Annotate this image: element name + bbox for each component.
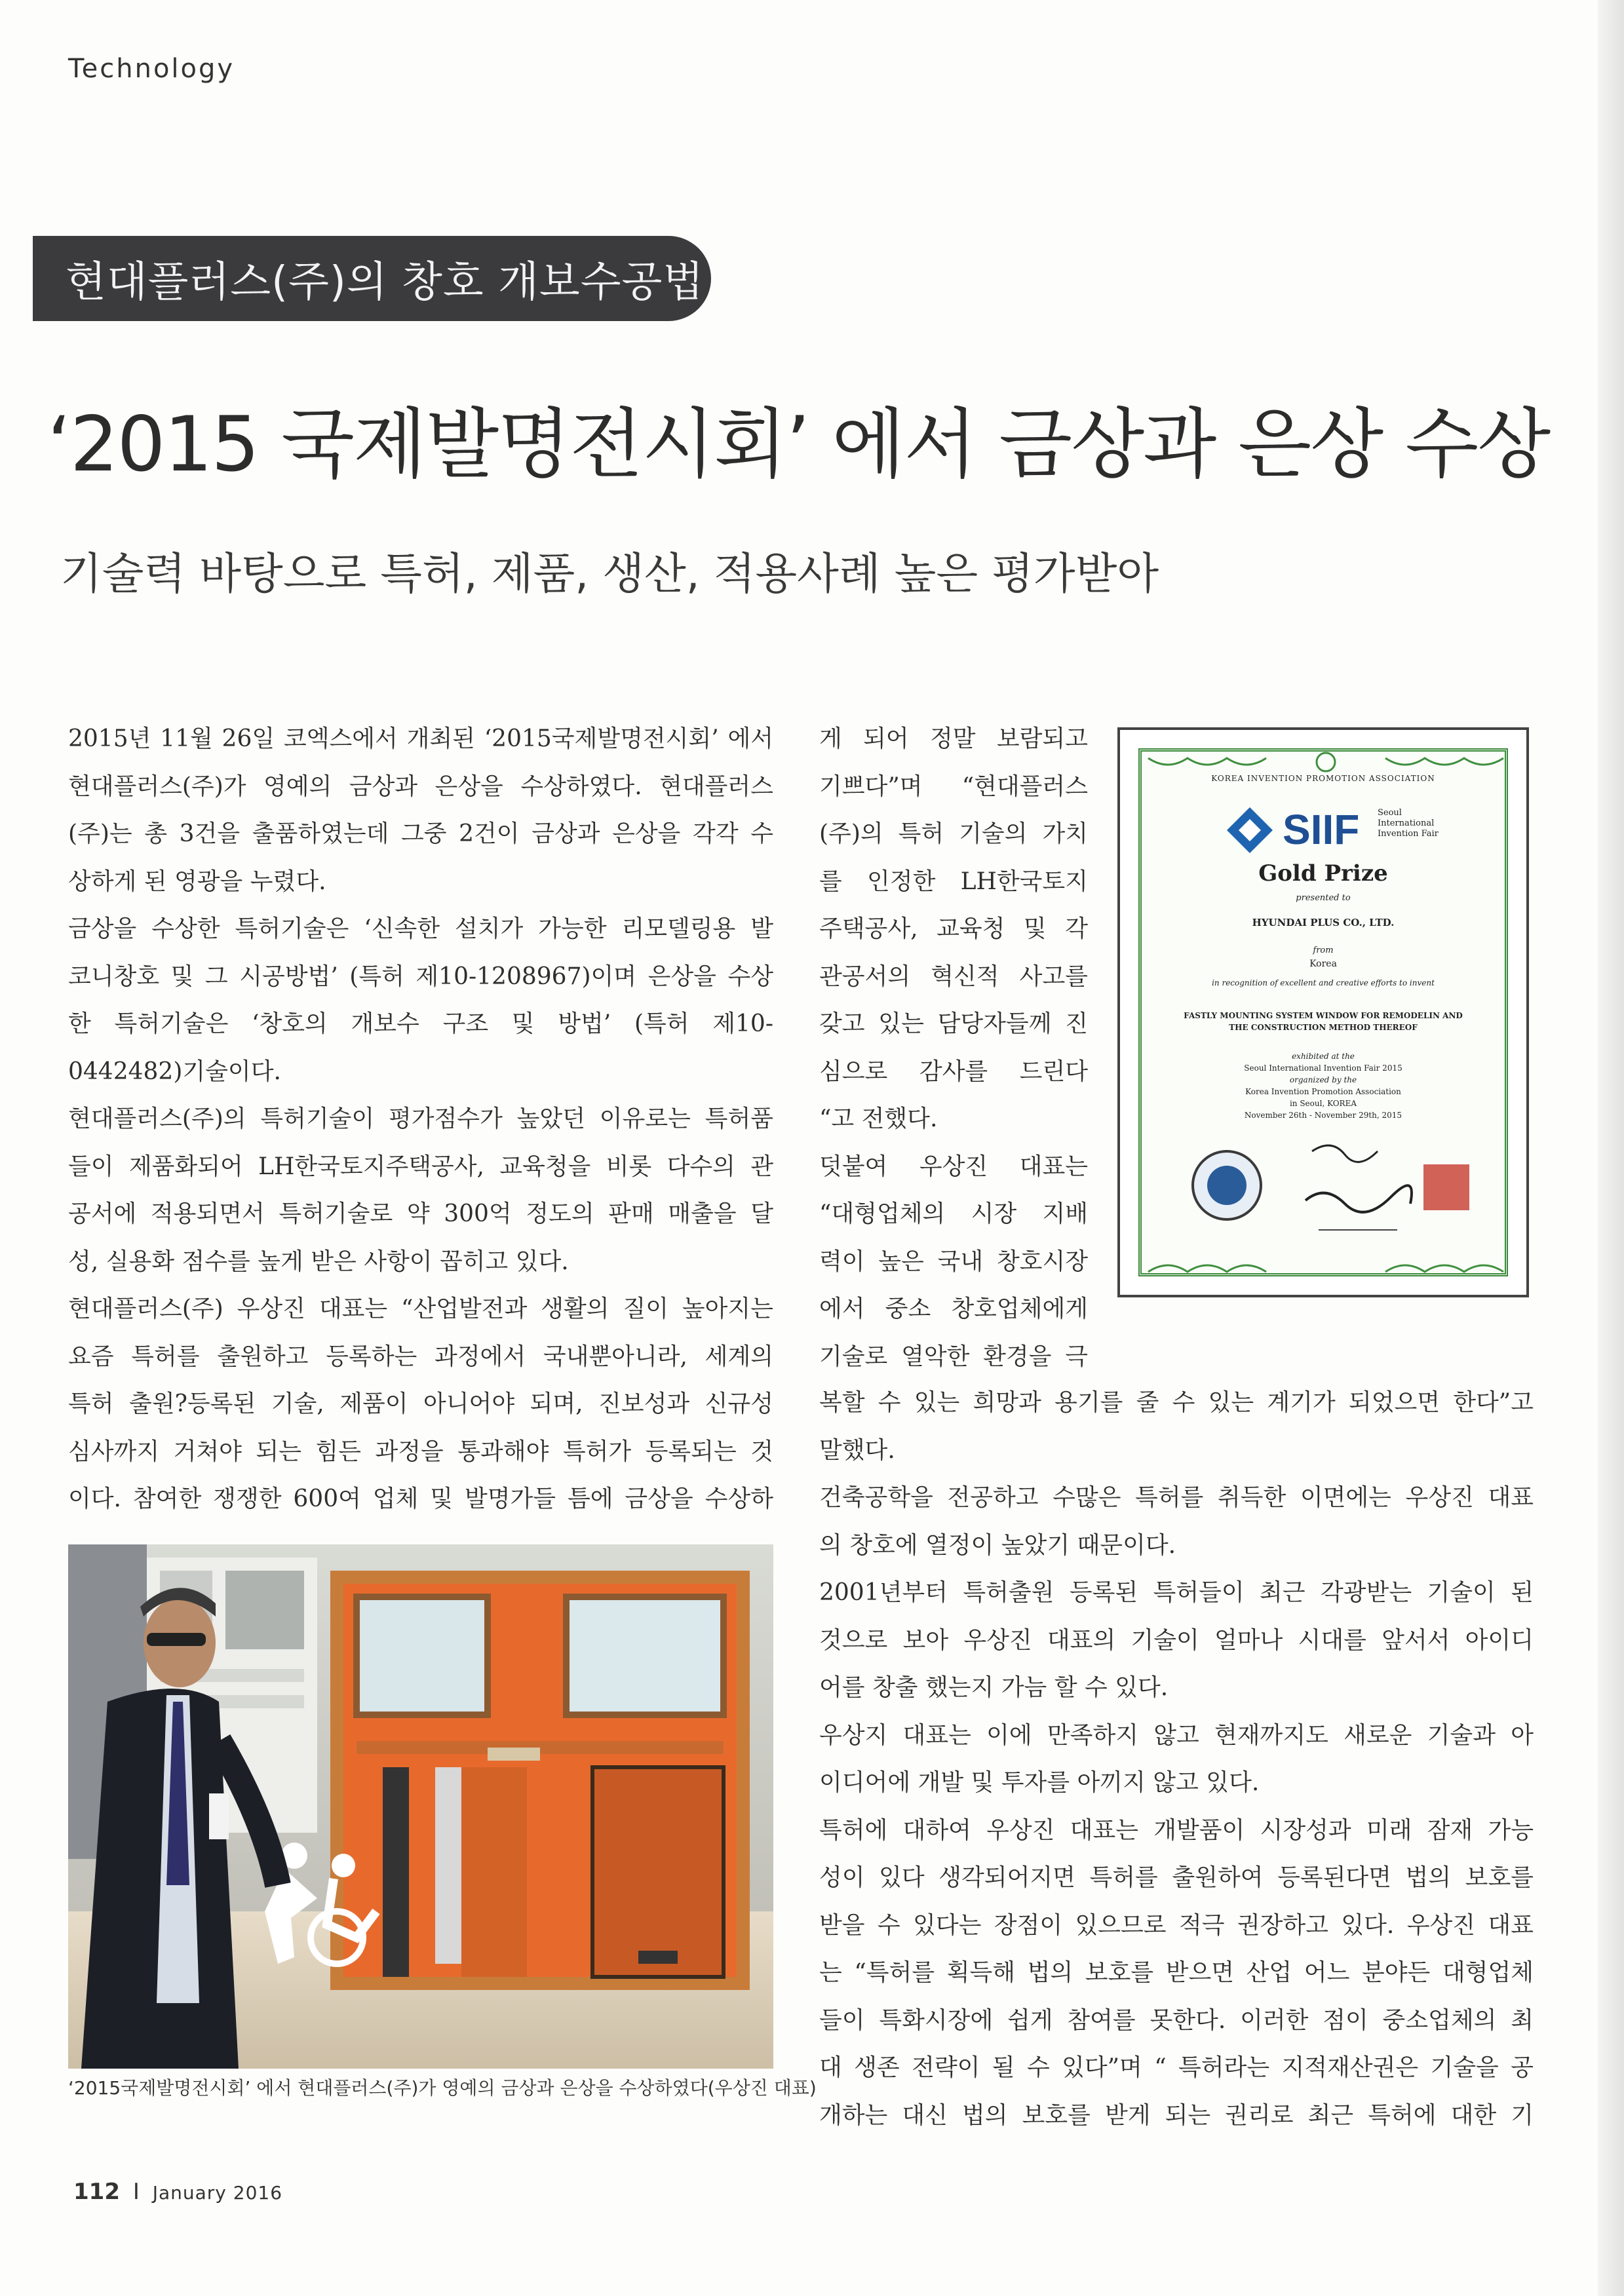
paragraph-line: 이다. 참여한 쟁쟁한 600여 업체 및 발명가들 틈에 금상을 수상하 [68, 1485, 773, 1512]
certificate-location: in Seoul, KOREA [1289, 1099, 1357, 1108]
fair-name-line: International [1378, 818, 1435, 828]
subheadline: 기술력 바탕으로 특허, 제품, 생산, 적용사례 높은 평가받아 [60, 548, 1159, 599]
paragraph-line: 이디어에 개발 및 투자를 아끼지 않고 있다. [819, 1769, 1260, 1796]
paragraph-line: 받을 수 있다는 장점이 있으므로 적극 권장하고 있다. 우상진 대표 [819, 1911, 1534, 1939]
section-label: Technology [68, 54, 235, 84]
paragraph-line: 현대플러스(주)의 특허기술이 평가점수가 높았던 이유로는 특허품 [68, 1105, 773, 1132]
paragraph-line: 현대플러스(주)가 영예의 금상과 은상을 수상하였다. 현대플러스 [68, 773, 773, 800]
paragraph-line: 는 “특허를 획득해 법의 보호를 받으면 산업 어느 분야든 대형업체 [819, 1959, 1534, 1986]
certificate-invention-title: THE CONSTRUCTION METHOD THEREOF [1229, 1023, 1418, 1032]
footer-separator: I [132, 2179, 140, 2205]
paragraph-line: 복할 수 있는 희망과 용기를 줄 수 있는 계기가 되었으면 한다”고 [819, 1389, 1534, 1416]
paragraph-line: 의 창호에 열정이 높았기 때문이다. [819, 1531, 1176, 1559]
paragraph-line: 것으로 보아 우상진 대표의 기술이 얼마나 시대를 앞서서 아이디 [819, 1626, 1534, 1654]
paragraph-line: 말했다. [819, 1436, 895, 1464]
paragraph-line: 현대플러스(주) 우상진 대표는 “산업발전과 생활의 질이 높아지는 [68, 1295, 773, 1322]
paragraph-line: 들이 제품화되어 LH한국토지주택공사, 교육청을 비롯 다수의 관 [68, 1153, 773, 1180]
fair-name-line: Invention Fair [1378, 829, 1439, 839]
award-photo [68, 1544, 773, 2069]
certificate-country: Korea [1309, 959, 1337, 969]
paragraph-line: 게 되어 정말 보람되고 [819, 725, 1088, 752]
certificate-prize-title: Gold Prize [1258, 860, 1388, 887]
topic-banner [33, 236, 711, 321]
paragraph-line: 상하게 된 영광을 누렸다. [68, 868, 326, 895]
paragraph-line: 에서 중소 창호업체에게 [819, 1295, 1088, 1322]
paragraph-line: 어를 창출 했는지 가늠 할 수 있다. [819, 1674, 1169, 1701]
paragraph-line: 한 특허기술은 ‘창호의 개보수 구조 및 방법’ (특허 제10- [68, 1010, 773, 1037]
paragraph-line: (주)는 총 3건을 출품하였는데 그중 2건이 금상과 은상을 각각 수 [68, 820, 773, 847]
article-left-column [68, 716, 773, 1523]
paragraph-line: 심으로 감사를 드린다 [819, 1058, 1088, 1085]
certificate-organizer: Korea Invention Promotion Association [1245, 1087, 1401, 1096]
topic-banner-text: 현대플러스(주)의 창호 개보수공법 [66, 258, 705, 307]
page-edge-shadow [1598, 0, 1624, 2296]
certificate-recipient: HYUNDAI PLUS CO., LTD. [1252, 917, 1395, 928]
article-middle-column [819, 716, 1088, 1381]
paragraph-line: 를 인정한 LH한국토지 [819, 868, 1088, 895]
paragraph-line: 기쁘다”며 “현대플러스 [819, 773, 1088, 800]
fair-name-line: Seoul [1378, 808, 1402, 818]
paragraph-line: 건축공학을 전공하고 수많은 특허를 취득한 이면에는 우상진 대표 [819, 1484, 1534, 1511]
paragraph-line: 심사까지 거쳐야 되는 힘든 과정을 통과해야 특허가 등록되는 것 [68, 1438, 773, 1465]
paragraph-line: 우상지 대표는 이에 만족하지 않고 현재까지도 새로운 기술과 아 [819, 1721, 1534, 1749]
certificate-org-header: KOREA INVENTION PROMOTION ASSOCIATION [1211, 774, 1435, 783]
paragraph-line: 력이 높은 국내 창호시장 [819, 1248, 1088, 1275]
paragraph-line: 금상을 수상한 특허기술은 ‘신속한 설치가 가능한 리모델링용 발 [68, 915, 773, 942]
certificate-recognition: in recognition of excellent and creative efforts to invent [1212, 978, 1435, 987]
paragraph-line: 대 생존 전략이 될 수 있다”며 “ 특허라는 지적재산권은 기술을 공 [819, 2054, 1534, 2081]
paragraph-line: 코니창호 및 그 시공방법’ (특허 제10-1208967)이며 은상을 수상 [68, 963, 773, 990]
certificate-invention-title: FASTLY MOUNTING SYSTEM WINDOW FOR REMODELIN AND [1184, 1011, 1463, 1020]
paragraph-line: 갖고 있는 담당자들께 진 [819, 1010, 1088, 1037]
certificate-dates: November 26th - November 29th, 2015 [1244, 1111, 1402, 1120]
paragraph-line: 특허 출원?등록된 기술, 제품이 아니어야 되며, 진보성과 신규성 [68, 1390, 773, 1417]
photo-caption: ‘2015국제발명전시회’ 에서 현대플러스(주)가 영예의 금상과 은상을 수상하였다(우상진 대표) [68, 2077, 817, 2099]
paragraph-line: 공서에 적용되면서 특허기술로 약 300억 정도의 판매 매출을 달 [68, 1200, 773, 1227]
certificate-from-label: from [1313, 946, 1334, 955]
paragraph-line: 성이 있다 생각되어지면 특허를 출원하여 등록된다면 법의 보호를 [819, 1864, 1534, 1891]
paragraph-line: 성, 실용화 점수를 높게 받은 사항이 꼽히고 있다. [68, 1248, 569, 1275]
article-right-column [819, 1379, 1534, 2139]
paragraph-line: (주)의 특허 기술의 가치 [819, 820, 1088, 847]
certificate-logo-text: SIIF [1283, 806, 1360, 853]
paragraph-line: 0442482)기술이다. [68, 1058, 281, 1085]
paragraph-line: 기술로 열악한 환경을 극 [819, 1343, 1088, 1370]
paragraph-line: 개하는 대신 법의 보호를 받게 되는 권리로 최근 특허에 대한 기 [819, 2101, 1534, 2129]
paragraph-line: “고 전했다. [819, 1105, 938, 1132]
paragraph-line: 2015년 11월 26일 코엑스에서 개최된 ‘2015국제발명전시회’ 에서 [68, 725, 773, 752]
paragraph-line: 덧붙여 우상진 대표는 [819, 1153, 1088, 1180]
gold-prize-certificate [1117, 727, 1529, 1297]
paragraph-line: “대형업체의 시장 지배 [819, 1200, 1088, 1227]
certificate-fair-full: Seoul International Invention Fair 2015 [1244, 1063, 1402, 1073]
paragraph-line: 2001년부터 특허출원 등록된 특허들이 최근 각광받는 기술이 된 [819, 1579, 1534, 1606]
page-number: 112 [73, 2179, 120, 2205]
certificate-presented-to: presented to [1296, 893, 1351, 903]
paragraph-line: 요즘 특허를 출원하고 등록하는 과정에서 국내뿐아니라, 세계의 [68, 1343, 773, 1370]
certificate-exhibited: exhibited at the [1292, 1052, 1355, 1061]
certificate-organized: organized by the [1289, 1075, 1357, 1084]
paragraph-line: 주택공사, 교육청 및 각 [819, 915, 1088, 942]
headline: ‘2015 국제발명전시회’ 에서 금상과 은상 수상 [47, 400, 1550, 489]
paragraph-line: 특허에 대하여 우상진 대표는 개발품이 시장성과 미래 잠재 가능 [819, 1816, 1534, 1844]
exhibition-booth-image [68, 1544, 773, 2069]
certificate-signature-icon [1299, 1138, 1417, 1250]
page-footer [73, 2179, 282, 2205]
issue-date: January 2016 [152, 2182, 283, 2204]
paragraph-line: 들이 특화시장에 쉽게 참여를 못한다. 이러한 점이 중소업체의 최 [819, 2006, 1534, 2034]
paragraph-line: 관공서의 혁신적 사고를 [819, 963, 1088, 990]
certificate-border [1138, 748, 1508, 1276]
certificate-fair-name [1378, 808, 1439, 839]
